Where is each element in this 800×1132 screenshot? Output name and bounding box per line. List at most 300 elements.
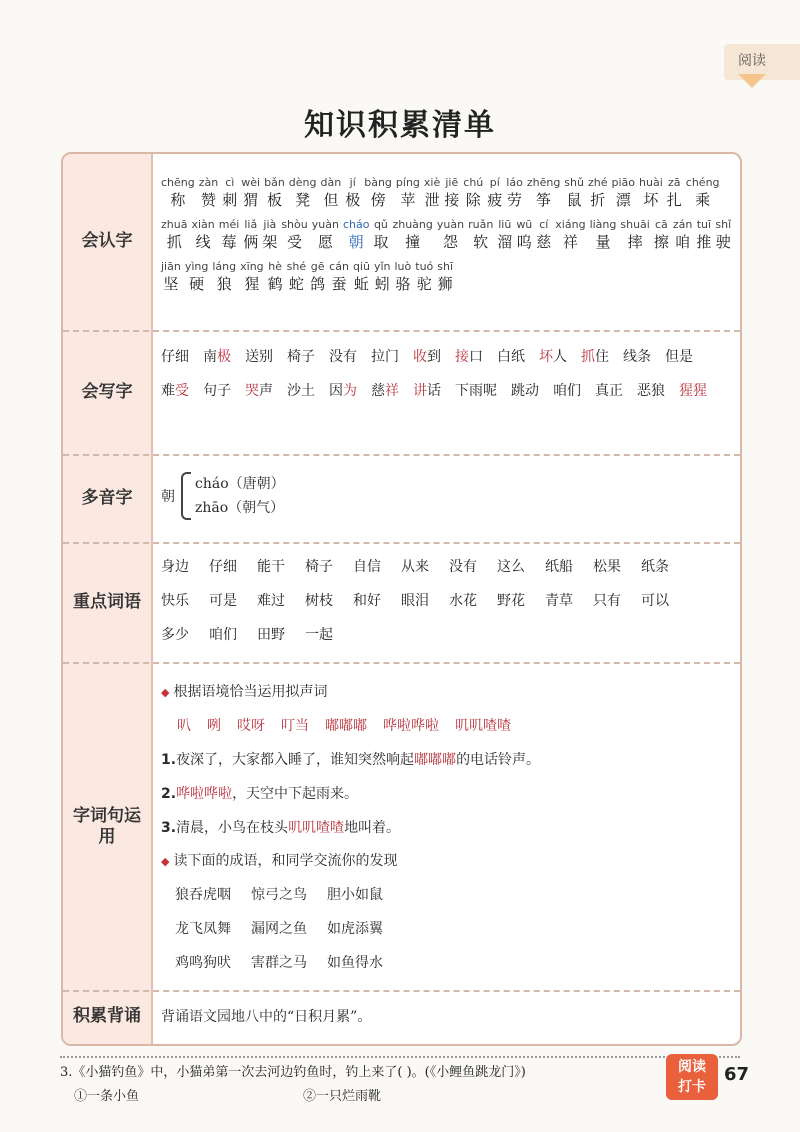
char-cell: [191, 218, 214, 252]
hanzi: 猬: [243, 191, 259, 209]
keyword: 从来: [401, 559, 429, 575]
polyphonic-content: [161, 472, 730, 520]
pinyin: zā: [668, 176, 681, 189]
hanzi: 接: [444, 191, 460, 209]
char-cell: [444, 176, 459, 210]
hanzi: 除: [465, 191, 481, 209]
onomatopoeia-list: [161, 709, 730, 743]
idiom: 如虎添翼: [327, 921, 383, 937]
recognize-content: [161, 176, 730, 302]
pinyin: wū: [516, 218, 533, 231]
char: 椅: [287, 349, 301, 365]
char: 难: [161, 383, 175, 399]
char: 猩: [679, 383, 693, 399]
char-cell: [564, 176, 584, 210]
idiom: 漏网之鱼: [251, 921, 307, 937]
idiom: 胆小如鼠: [327, 887, 383, 903]
pinyin-line: [161, 218, 730, 252]
pinyin: luò: [394, 260, 412, 273]
sentence-list: [161, 743, 730, 845]
pinyin: xiáng: [555, 218, 586, 231]
char: 土: [301, 383, 315, 399]
idiom: 害群之马: [251, 955, 307, 971]
idiom: 惊弓之鸟: [251, 887, 307, 903]
char-cell: [696, 218, 711, 252]
char: 正: [609, 383, 623, 399]
char: 人: [553, 349, 567, 365]
keyword: 一起: [305, 627, 333, 643]
char: 雨: [469, 383, 483, 399]
char: 声: [259, 383, 273, 399]
pinyin: méi: [218, 218, 240, 231]
write-word: [539, 340, 567, 374]
char: 句: [203, 383, 217, 399]
hanzi: 狼: [216, 275, 232, 293]
char: 极: [217, 349, 231, 365]
write-word: [497, 340, 525, 374]
write-word: [287, 340, 315, 374]
keyword: 身边: [161, 559, 189, 575]
pinyin: liàng: [589, 218, 617, 231]
hanzi: 疲: [487, 191, 503, 209]
pinyin: zhuàng: [392, 218, 433, 231]
char: 跳: [511, 383, 525, 399]
keyword: 眼泪: [401, 593, 429, 609]
char-cell: [686, 176, 720, 210]
hanzi: 坚: [163, 275, 179, 293]
hanzi: 莓: [221, 233, 237, 251]
knowledge-card: [61, 152, 742, 1046]
char-cell: [639, 176, 663, 210]
keyword: 野花: [497, 593, 525, 609]
pinyin: chú: [463, 176, 484, 189]
pinyin: jí: [349, 176, 356, 189]
pinyin: chéng: [685, 176, 720, 189]
write-word: [287, 374, 315, 408]
onomatopoeia-word: 叮当: [281, 718, 309, 734]
sentence-post: 地叫着。: [344, 820, 401, 836]
char-cell: [161, 176, 195, 210]
hanzi: 坏: [643, 191, 659, 209]
reading-checkin-badge[interactable]: [666, 1054, 718, 1100]
hanzi: 溜: [497, 233, 513, 251]
hanzi: 猩: [244, 275, 260, 293]
corner-tab: [724, 44, 800, 80]
pinyin: liū: [498, 218, 512, 231]
hanzi: 鸽: [310, 275, 326, 293]
diamond-icon: ◆: [161, 855, 170, 868]
char-cell: [321, 176, 342, 210]
char: 门: [385, 349, 399, 365]
row-label-recognize: 会认字: [81, 231, 133, 252]
hanzi: 软: [473, 233, 489, 251]
hanzi: 驶: [715, 233, 731, 251]
sentence: [161, 743, 730, 777]
sentence-highlight: 哗啦哗啦: [176, 786, 233, 802]
row-label-write: 会写字: [81, 382, 133, 403]
char: 话: [427, 383, 441, 399]
sentence-number: 1.: [161, 752, 177, 768]
sentence-post: ，天空中下起雨来。: [232, 786, 359, 802]
row-polyphonic: [63, 456, 740, 542]
write-word: [413, 374, 441, 408]
write-word: [595, 374, 623, 408]
char-cell: [199, 176, 219, 210]
write-word: [455, 340, 483, 374]
hanzi: 鼠: [566, 191, 582, 209]
pinyin: zhé: [587, 176, 608, 189]
pinyin: tuó: [415, 260, 434, 273]
char-cell: [353, 260, 370, 294]
char: 们: [567, 383, 581, 399]
char-cell: [463, 176, 483, 210]
keyword: 纸船: [545, 559, 573, 575]
keyword: 难过: [257, 593, 285, 609]
char: 送: [245, 349, 259, 365]
write-word: [203, 374, 231, 408]
pinyin: yìng: [184, 260, 209, 273]
onomatopoeia-word: 叽叽喳喳: [455, 718, 511, 734]
write-word: [371, 340, 399, 374]
reading-1: cháo（唐朝）: [195, 476, 285, 492]
pinyin-line: [161, 260, 730, 294]
hanzi: 狮: [437, 275, 453, 293]
pinyin: pí: [489, 176, 500, 189]
keyword: 这么: [497, 559, 525, 575]
keyword: 能干: [257, 559, 285, 575]
char: 下: [455, 383, 469, 399]
sentence-highlight: 嘟嘟嘟: [414, 752, 457, 768]
polyphonic-char: 朝: [161, 489, 175, 505]
char: 哭: [245, 383, 259, 399]
hanzi: 扎: [666, 191, 682, 209]
char-cell: [264, 176, 285, 210]
pinyin: zán: [672, 218, 693, 231]
sentence: [161, 811, 730, 845]
sentence-pre: 夜深了，大家都入睡了，谁知突然响起: [176, 752, 415, 768]
row-usage: [63, 664, 740, 990]
hanzi: 取: [373, 233, 389, 251]
keyword: 仔细: [209, 559, 237, 575]
pinyin: zàn: [198, 176, 219, 189]
onomatopoeia-word: 哗啦哗啦: [383, 718, 439, 734]
hanzi: 蚯: [353, 275, 369, 293]
hanzi: 蚓: [374, 275, 390, 293]
write-word: [329, 374, 357, 408]
keyword-grid: [161, 550, 730, 652]
char-cell: [373, 218, 388, 252]
write-word: [245, 340, 273, 374]
hanzi: 漂: [615, 191, 631, 209]
pinyin: yuàn: [311, 218, 339, 231]
char-cell: [487, 176, 502, 210]
onomatopoeia-word: 哎呀: [237, 718, 265, 734]
footer-option-2: ②一只烂雨靴: [303, 1089, 382, 1104]
char-cell: [161, 218, 187, 252]
write-word: [665, 340, 693, 374]
pinyin: yuàn: [436, 218, 465, 231]
char-cell: [219, 218, 240, 252]
row-write: [63, 332, 740, 454]
pinyin: shǔ: [564, 176, 584, 189]
pinyin: chēng: [161, 176, 195, 189]
char-cell: [212, 260, 236, 294]
row-label-polyphonic: 多音字: [81, 488, 133, 509]
char-cell: [343, 218, 370, 252]
write-word: [623, 340, 651, 374]
char-cell: [262, 218, 277, 252]
pinyin: bàng: [364, 176, 392, 189]
pinyin: shǐ: [715, 218, 732, 231]
char: 咱: [553, 383, 567, 399]
hanzi: 骆: [395, 275, 411, 293]
keyword: 纸条: [641, 559, 669, 575]
sentence-post: 的电话铃声。: [456, 752, 541, 768]
pinyin: cì: [225, 176, 235, 189]
write-word: [161, 374, 189, 408]
char: 南: [203, 349, 217, 365]
write-word: [637, 374, 665, 408]
char-cell: [667, 176, 682, 210]
pinyin: cán: [329, 260, 349, 273]
idiom: 如鱼得水: [327, 955, 383, 971]
hanzi: 怨: [442, 233, 458, 251]
sentence-number: 3.: [161, 820, 177, 836]
hanzi: 乘: [695, 191, 711, 209]
char-cell: [527, 176, 560, 210]
char-cell: [374, 260, 391, 294]
pinyin: píng: [395, 176, 420, 189]
corner-tab-label: 阅读: [738, 53, 766, 69]
row-recite: [63, 992, 740, 1046]
char: 拉: [371, 349, 385, 365]
hanzi: 架: [262, 233, 278, 251]
hanzi: 极: [345, 191, 361, 209]
footer-divider: [60, 1056, 740, 1058]
char-cell: [468, 218, 493, 252]
char-cell: [185, 260, 209, 294]
char: 线: [623, 349, 637, 365]
hanzi: 慈: [536, 233, 552, 251]
keywords-content: [161, 550, 730, 652]
write-word: [581, 340, 609, 374]
pinyin: zhēng: [526, 176, 561, 189]
pinyin: shī: [437, 260, 454, 273]
char-cell: [281, 218, 307, 252]
char-cell: [392, 218, 432, 252]
char: 住: [595, 349, 609, 365]
char-cell: [497, 218, 512, 252]
char-cell: [590, 218, 617, 252]
char: 接: [455, 349, 469, 365]
hanzi: 刺: [222, 191, 238, 209]
pinyin: ruǎn: [468, 218, 494, 231]
idiom-row: [175, 878, 730, 912]
hanzi: 筝: [536, 191, 552, 209]
sentence-highlight: 叽叽喳喳: [288, 820, 345, 836]
hanzi: 劳: [507, 191, 523, 209]
pinyin: jiān: [161, 260, 181, 273]
char: 没: [329, 349, 343, 365]
char: 到: [427, 349, 441, 365]
write-word: [371, 374, 399, 408]
hanzi: 凳: [295, 191, 311, 209]
char: 恶: [637, 383, 651, 399]
char-cell: [612, 176, 636, 210]
write-word: [329, 340, 357, 374]
char: 收: [413, 349, 427, 365]
page-title: 知识积累清单: [304, 108, 496, 143]
char-cell: [222, 176, 237, 210]
badge-line-2: 打卡: [678, 1079, 706, 1095]
char-cell: [424, 176, 440, 210]
keyword: 青草: [545, 593, 573, 609]
pinyin: cā: [654, 218, 668, 231]
char: 抓: [581, 349, 595, 365]
hanzi: 线: [195, 233, 211, 251]
char: 子: [217, 383, 231, 399]
char: 纸: [511, 349, 525, 365]
char: 子: [301, 349, 315, 365]
badge-line-1: 阅读: [678, 1059, 706, 1075]
footer-option-1: ①一条小鱼: [74, 1089, 140, 1104]
usage-heading-2: [161, 845, 730, 878]
char: 猩: [693, 383, 707, 399]
char: 为: [343, 383, 357, 399]
char: 白: [497, 349, 511, 365]
pinyin: yǐn: [373, 260, 391, 273]
char-cell: [506, 176, 523, 210]
corner-wedge: [738, 74, 766, 88]
char: 细: [175, 349, 189, 365]
pinyin: jià: [263, 218, 277, 231]
diamond-icon: ◆: [161, 686, 170, 699]
row-label-recite: 积累背诵: [73, 1006, 141, 1027]
idiom: 狼吞虎咽: [175, 887, 231, 903]
pinyin: cháo: [342, 218, 370, 231]
write-word: [161, 340, 189, 374]
pinyin: jiē: [445, 176, 459, 189]
char-cell: [310, 260, 325, 294]
idiom-row: [175, 946, 730, 980]
write-word: [203, 340, 231, 374]
hanzi: 撞: [405, 233, 421, 251]
char-cell: [673, 218, 693, 252]
row-recognize: [63, 154, 740, 330]
heading-2-text: 读下面的成语，和同学交流你的发现: [173, 853, 398, 869]
pinyin: wèi: [241, 176, 261, 189]
write-word: [553, 374, 581, 408]
pinyin: xīng: [240, 260, 264, 273]
pinyin: dèng: [288, 176, 317, 189]
hanzi: 愿: [317, 233, 333, 251]
char: 祥: [385, 383, 399, 399]
idiom: 龙飞凤舞: [175, 921, 231, 937]
brace: [181, 472, 191, 520]
footer-question: 3.《小猫钓鱼》中，小猫弟第一次去河边钓鱼时，钓上来了( )。(《小鲤鱼跳龙门》): [60, 1065, 526, 1080]
char: 有: [343, 349, 357, 365]
pinyin: piāo: [611, 176, 636, 189]
write-word: [511, 374, 539, 408]
char-cell: [588, 176, 608, 210]
hanzi: 量: [595, 233, 611, 251]
sentence-pre: 清晨，小鸟在枝头: [176, 820, 289, 836]
char: 动: [525, 383, 539, 399]
pinyin: shuāi: [620, 218, 650, 231]
pinyin: cí: [539, 218, 549, 231]
hanzi: 驼: [416, 275, 432, 293]
onomatopoeia-word: 咧: [207, 718, 221, 734]
sentence-number: 2.: [161, 786, 177, 802]
pinyin: láo: [506, 176, 523, 189]
pinyin: bǎn: [264, 176, 285, 189]
reading-2: zhāo（朝气）: [195, 500, 285, 516]
char-cell: [437, 260, 453, 294]
char: 狼: [651, 383, 665, 399]
keyword: 可以: [641, 593, 669, 609]
char-cell: [415, 260, 433, 294]
keyword: 自信: [353, 559, 381, 575]
hanzi: 呜: [516, 233, 532, 251]
hanzi: 板: [266, 191, 282, 209]
keyword: 田野: [257, 627, 285, 643]
usage-content: [161, 676, 730, 980]
char-cell: [329, 260, 349, 294]
char-cell: [715, 218, 731, 252]
hanzi: 蚕: [331, 275, 347, 293]
char: 条: [637, 349, 651, 365]
onomatopoeia-word: 叭: [177, 718, 191, 734]
hanzi: 苹: [400, 191, 416, 209]
write-word-grid: [161, 340, 730, 408]
char-cell: [536, 218, 551, 252]
char: 但: [665, 349, 679, 365]
write-word: [679, 374, 707, 408]
keyword: 没有: [449, 559, 477, 575]
sentence: [161, 777, 730, 811]
char: 坏: [539, 349, 553, 365]
idiom-row: [175, 912, 730, 946]
hanzi: 但: [323, 191, 339, 209]
keyword: 咱们: [209, 627, 237, 643]
keyword: 水花: [449, 593, 477, 609]
pinyin: dàn: [320, 176, 342, 189]
pinyin: gē: [310, 260, 325, 273]
char-cell: [516, 218, 532, 252]
pinyin: xiè: [423, 176, 441, 189]
char: 别: [259, 349, 273, 365]
idiom: 鸡鸣狗吠: [175, 955, 231, 971]
hanzi: 咱: [675, 233, 691, 251]
char-cell: [654, 218, 669, 252]
hanzi: 朝: [348, 233, 364, 251]
pinyin: qiū: [352, 260, 370, 273]
hanzi: 俩: [243, 233, 259, 251]
char-cell: [555, 218, 585, 252]
hanzi: 推: [696, 233, 712, 251]
char-cell: [395, 260, 412, 294]
pinyin: shòu: [281, 218, 308, 231]
onomatopoeia-word: 嘟嘟嘟: [325, 718, 367, 734]
char: 沙: [287, 383, 301, 399]
hanzi: 赞: [200, 191, 216, 209]
pinyin: shé: [286, 260, 307, 273]
char-cell: [243, 218, 258, 252]
char-cell: [620, 218, 649, 252]
hanzi: 受: [287, 233, 303, 251]
row-label-usage: 字词句运用: [73, 805, 141, 847]
write-content: [161, 340, 730, 408]
